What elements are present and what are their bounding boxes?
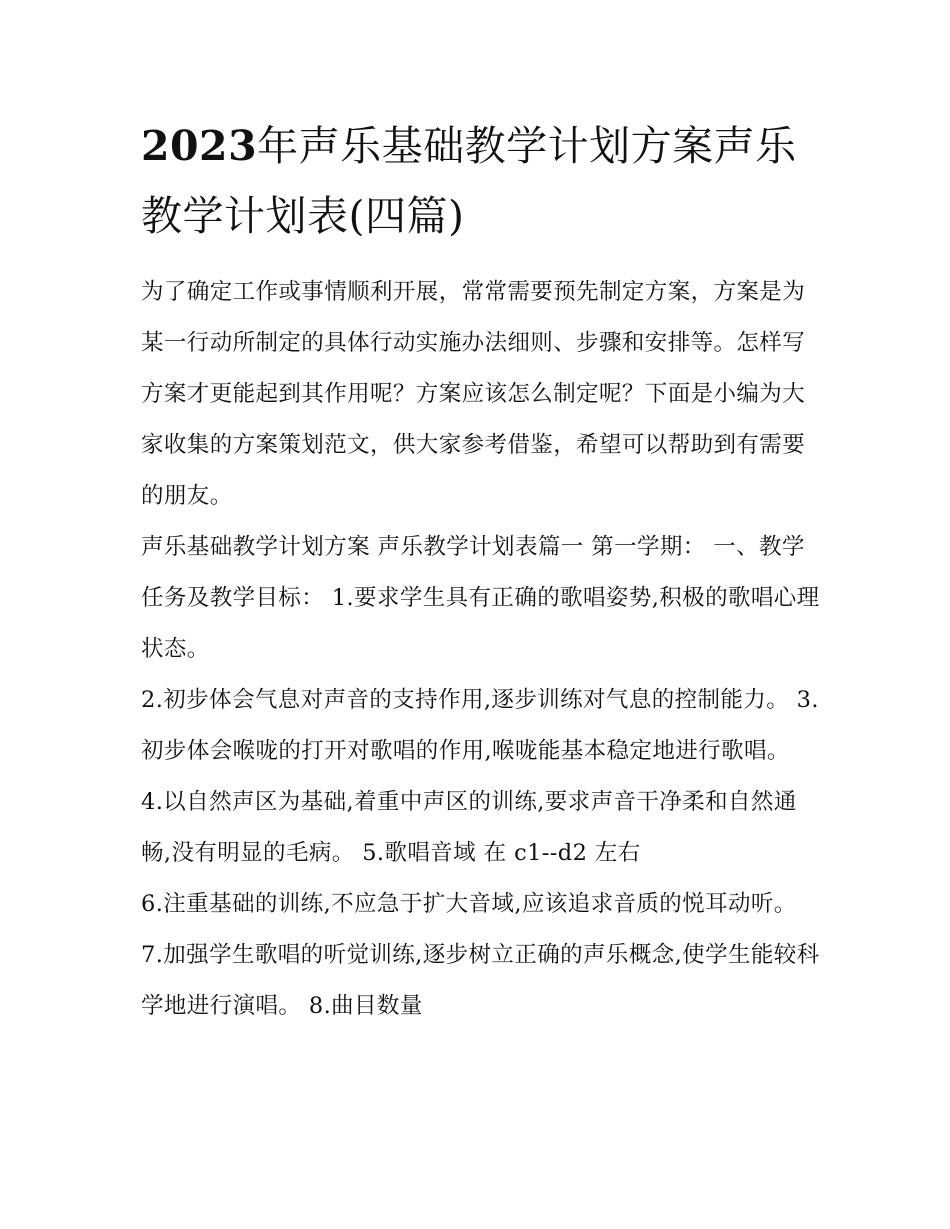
body-paragraph-4: 6.注重基础的训练,不应急于扩大音域,应该追求音质的悦耳动听。 7.加强学生歌唱的听觉训练,逐步树立正确的声乐概念,使学生能较科学地进行演唱。 8.曲目数量: [141, 891, 820, 1019]
body-paragraph-2: 2.初步体会气息对声音的支持作用,逐步训练对气息的控制能力。 3.初步体会喉咙的打开对歌唱的作用,喉咙能基本稳定地进行歌唱。: [141, 687, 819, 764]
title-year: 2023: [141, 122, 258, 170]
body-paragraph-1: 声乐基础教学计划方案 声乐教学计划表篇一 第一学期： 一、教学任务及教学目标： 1.要求学生具有正确的歌唱姿势,积极的歌唱心理状态。: [141, 534, 820, 662]
intro-paragraph: 为了确定工作或事情顺利开展，常常需要预先制定方案，方案是为某一行动所制定的具体行动实施办法细则、步骤和安排等。怎样写方案才更能起到其作用呢？方案应该怎么制定呢？下面是小编为大家收集的方案策划范文，供大家参考借鉴，希望可以帮助到有需要的朋友。: [141, 279, 806, 509]
body-paragraph-3: 4.以自然声区为基础,着重中声区的训练,要求声音干净柔和自然通畅,没有明显的毛病。 5.歌唱音域 在 c1--d2 左右: [141, 789, 797, 866]
document-title: [141, 111, 821, 251]
document-body: [141, 111, 821, 1032]
title-text: 年声乐基础教学计划方案声乐教学计划表(四篇): [141, 122, 797, 240]
